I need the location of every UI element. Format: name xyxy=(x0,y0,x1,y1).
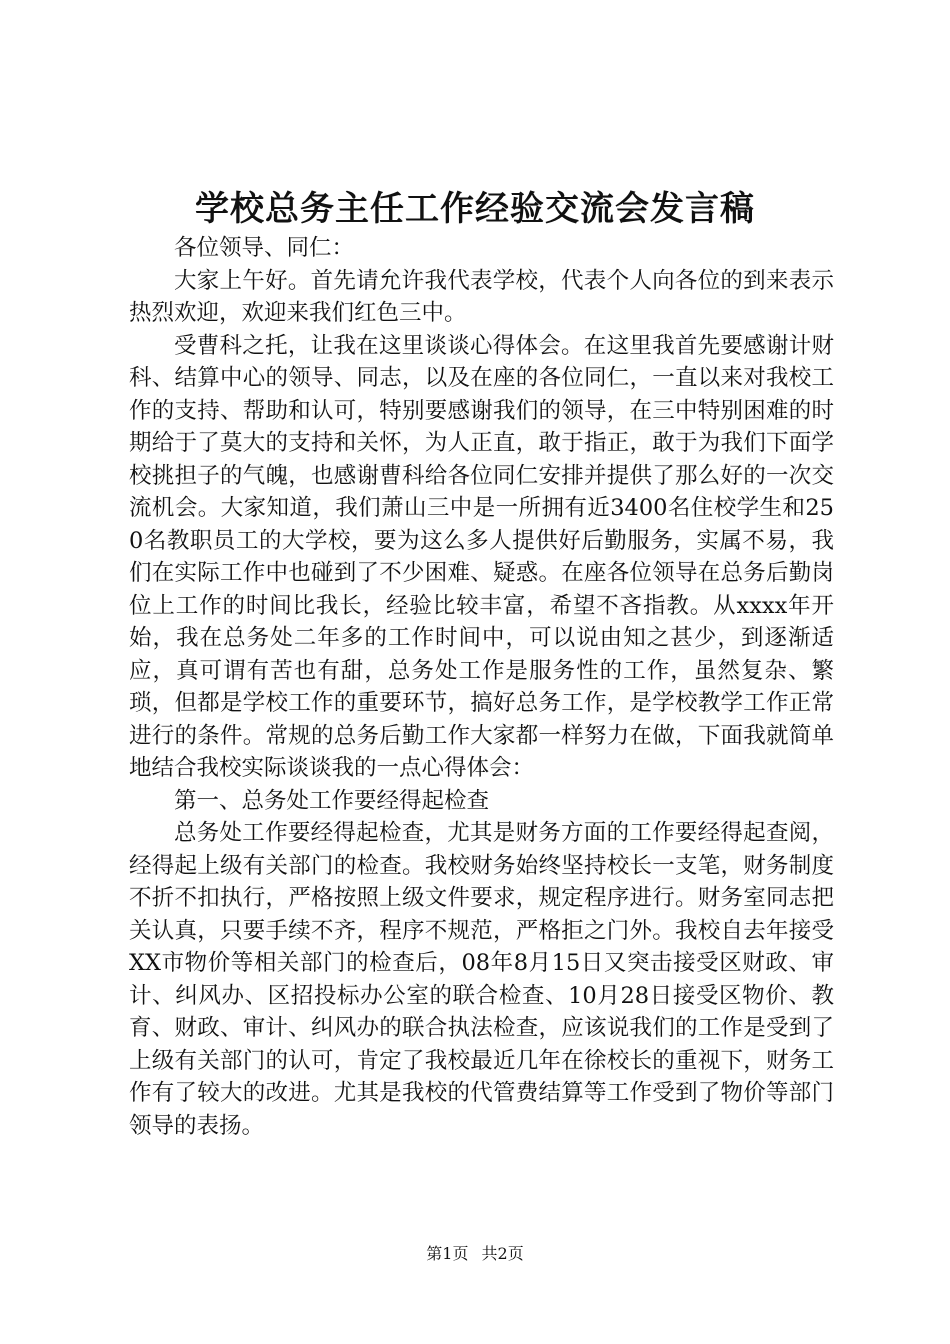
paragraph-introduction: 受曹科之托，让我在这里谈谈心得体会。在这里我首先要感谢计财科、结算中心的领导、同志，以及在座的各位同仁，一直以来对我校工作的支持、帮助和认可，特别要感谢我们的领导，在三中特别困难的时期给于了莫大的支持和关怀，为人正直，敢于指正，敢于为我们下面学校挑担子的气魄，也感谢曹科给各位同仁安排并提供了那么好的一次交流机会。大家知道，我们萧山三中是一所拥有近3400名住校学生和250名教职员工的大学校，要为这么多人提供好后勤服务，实属不易，我们在实际工作中也碰到了不少困难、疑惑。在座各位领导在总务后勤岗位上工作的时间比我长，经验比较丰富，希望不吝指教。从xxxx年开始，我在总务处二年多的工作时间中，可以说由知之甚少，到逐渐适应，真可谓有苦也有甜，总务处工作是服务性的工作，虽然复杂、繁琐，但都是学校工作的重要环节，搞好总务工作，是学校教学工作正常进行的条件。常规的总务后勤工作大家都一样努力在做，下面我就简单地结合我校实际谈谈我的一点心得体会： xyxy=(129,332,834,781)
section-heading-1: 第一、总务处工作要经得起检查 xyxy=(174,787,490,814)
paragraph-salutation: 各位领导、同仁： xyxy=(174,235,355,261)
page-number: 第1页 xyxy=(426,1244,469,1263)
document-title: 学校总务主任工作经验交流会发言稿 xyxy=(195,189,755,229)
page-total: 共2页 xyxy=(481,1244,524,1263)
document-body xyxy=(129,232,834,1142)
paragraph-section-1: 总务处工作要经得起检查，尤其是财务方面的工作要经得起查阅，经得起上级有关部门的检查。我校财务始终坚持校长一支笔，财务制度不折不扣执行，严格按照上级文件要求，规定程序进行。财务室同志把关认真，只要手续不齐，程序不规范，严格拒之门外。我校自去年接受XX市物价等相关部门的检查后，08年8月15日又突击接受区财政、审计、纠风办、区招投标办公室的联合检查、10月28日接受区物价、教育、财政、审计、纠风办的联合执法检查，应该说我们的工作是受到了上级有关部门的认可，肯定了我校最近几年在徐校长的重视下，财务工作有了较大的改进。尤其是我校的代管费结算等工作受到了物价等部门领导的表扬。 xyxy=(129,820,834,1139)
page-footer xyxy=(0,1244,950,1264)
paragraph-greeting: 大家上午好。首先请允许我代表学校，代表个人向各位的到来表示热烈欢迎，欢迎来我们红色三中。 xyxy=(129,267,834,326)
